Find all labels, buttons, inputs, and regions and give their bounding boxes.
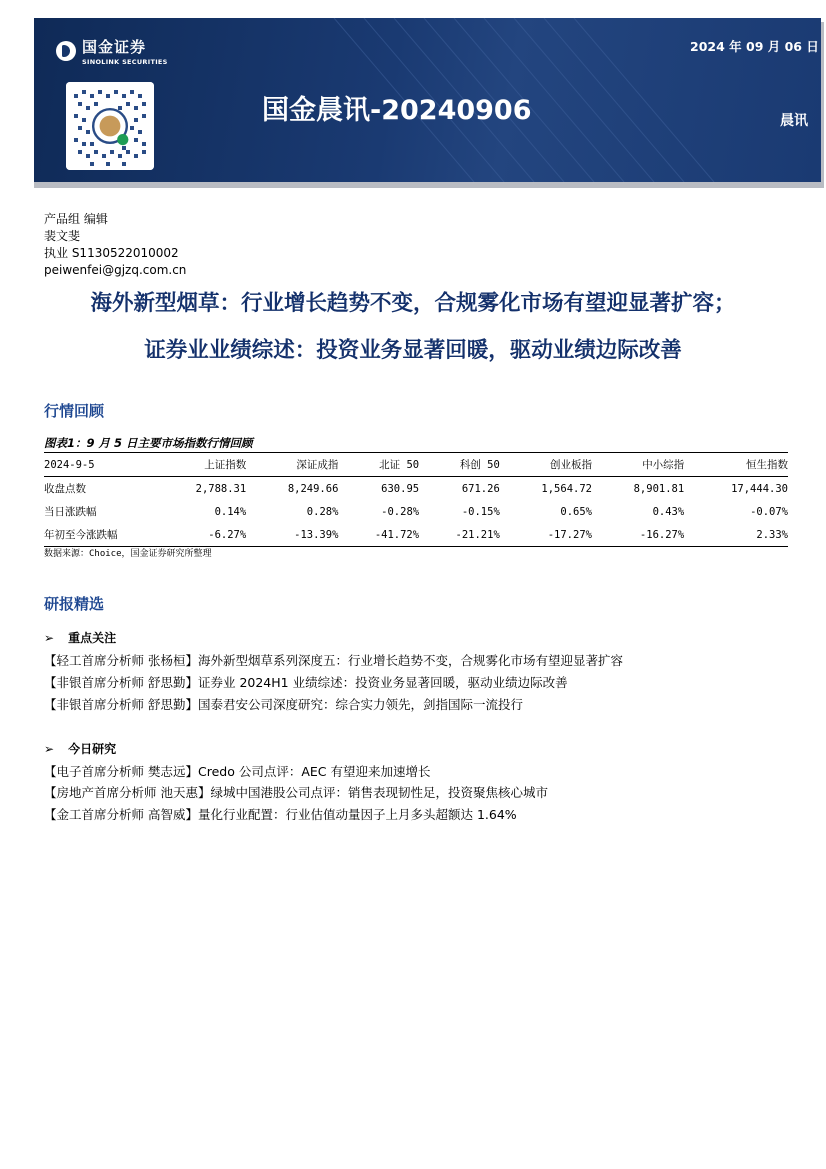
table-row [44,523,788,547]
table-header-cell: 2024-9-5 [44,453,154,477]
table-row [44,500,788,523]
table-cell: -41.72% [338,523,419,547]
headline-2: 证券业业绩综述：投资业务显著回暖，驱动业绩边际改善 [144,338,682,363]
arrow-bullet-icon: ➢ [44,631,55,645]
table-cell: -16.27% [592,523,684,547]
table-cell: -6.27% [154,523,246,547]
author-email: peiwenfei@gjzq.com.cn [44,263,187,277]
figure-title: 图表1：9 月 5 日主要市场指数行情回顾 [44,436,253,450]
report-item[interactable]: 【非银首席分析师 舒思勤】国泰君安公司深度研究：综合实力领先，剑指国际一流投行 [44,697,523,712]
table-cell: 0.14% [214,505,247,518]
table-cell: -17.27% [500,523,592,547]
report-item[interactable]: 【房地产首席分析师 池天惠】绿城中国港股公司点评：销售表现韧性足，投资聚焦核心城市 [44,785,548,800]
table-cell: 8,249.66 [287,482,339,495]
table-header-cell: 上证指数 [154,453,246,477]
logo-name-cn: 国金证券 [82,38,147,56]
company-logo [56,36,168,66]
market-section-title: 行情回顾 [44,402,105,420]
logo-name-en: SINOLINK SECURITIES [82,58,168,66]
table-cell: -0.15% [461,505,500,518]
row-label: 年初至今涨跌幅 [44,523,154,547]
row-label: 收盘点数 [44,483,86,495]
report-title: 国金晨讯-20240906 [262,95,532,126]
author-license: 执业 S1130522010002 [44,246,179,260]
table-header-cell: 恒生指数 [684,453,788,477]
table-cell: -0.28% [381,505,420,518]
research-section-title: 研报精选 [44,595,105,613]
table-cell: 0.65% [560,505,592,518]
headline-1: 海外新型烟草：行业增长趋势不变，合规雾化市场有望迎显著扩容； [90,291,736,316]
table-cell: 0.43% [652,505,685,518]
author-group: 产品组 编辑 [44,212,108,226]
table-cell: 17,444.30 [731,482,788,495]
report-type-tag: 晨讯 [780,113,808,129]
report-item[interactable]: 【非银首席分析师 舒思勤】证券业 2024H1 业绩综述：投资业务显著回暖，驱动业绩边际改善 [44,675,568,690]
table-header-row [44,453,788,477]
table-header-cell: 中小综指 [592,453,684,477]
table-cell: 630.95 [381,482,420,495]
market-index-table [44,452,788,547]
report-item[interactable]: 【金工首席分析师 高智威】量化行业配置：行业估值动量因子上月多头超额达 1.64% [44,807,517,822]
table-header-cell: 北证 50 [338,453,419,477]
table-header-cell: 科创 50 [419,453,500,477]
table-cell: 8,901.81 [633,482,685,495]
data-source: 数据来源：Choice，国金证券研究所整理 [44,549,212,559]
table-cell: 2,788.31 [195,482,247,495]
qr-pattern [66,82,154,170]
table-header-cell: 深证成指 [246,453,338,477]
group-title: 重点关注 [68,631,117,645]
table-header-cell: 创业板指 [500,453,592,477]
report-item[interactable]: 【电子首席分析师 樊志远】Credo 公司点评：AEC 有望迎来加速增长 [44,764,431,779]
table-cell: 671.26 [461,482,500,495]
author-info [44,211,186,279]
group-heading-today [44,740,116,757]
logo-mark-icon [56,41,76,61]
arrow-bullet-icon: ➢ [44,742,55,756]
report-date: 2024 年 09 月 06 日 [690,39,819,54]
author-name: 裴文斐 [44,229,81,243]
table-row [44,477,788,501]
group-title: 今日研究 [68,742,117,756]
table-cell: 0.28% [306,505,339,518]
report-item[interactable]: 【轻工首席分析师 张杨桓】海外新型烟草系列深度五：行业增长趋势不变，合规雾化市场有望迎显著扩容 [44,653,623,668]
table-cell: 1,564.72 [541,482,592,495]
table-cell: -13.39% [246,523,338,547]
group-heading-focus [44,629,116,646]
table-cell: -21.21% [419,523,500,547]
table-cell: -0.07% [750,505,788,518]
row-label: 当日涨跌幅 [44,506,97,518]
qr-code-icon [66,82,154,170]
table-cell: 2.33% [684,523,788,547]
